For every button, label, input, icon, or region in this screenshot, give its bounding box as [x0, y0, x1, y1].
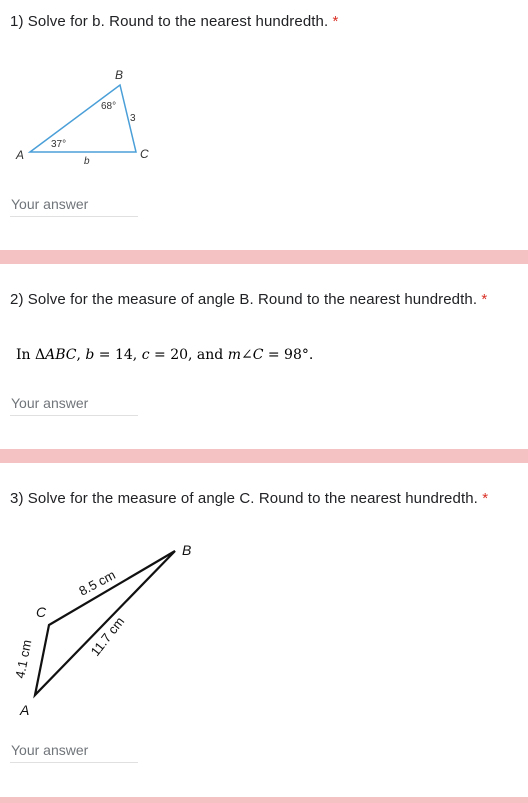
answer-input-3[interactable] — [10, 739, 138, 761]
statement-c-val: = 20, and — [149, 347, 228, 363]
question-title-text: 1) Solve for b. Round to the nearest hundredth. — [10, 13, 329, 30]
section-separator — [0, 250, 528, 264]
statement-m-var: m∠C — [227, 347, 264, 363]
vertex-label-b: B — [115, 68, 124, 82]
section-separator — [0, 449, 528, 463]
question-card-3 — [0, 463, 528, 797]
vertex-label-a: A — [16, 148, 25, 162]
side-label-cb: 8.5 cm — [76, 567, 118, 599]
question-title-2 — [10, 291, 487, 308]
triangle-figure-3 — [0, 533, 220, 723]
side-label-ac: b — [84, 156, 90, 167]
statement-triangle: ABC — [45, 347, 77, 363]
side-label-ac: 4.1 cm — [12, 638, 35, 680]
question-title-text: 2) Solve for the measure of angle B. Round to the nearest hundredth. — [10, 291, 478, 308]
statement-in: In Δ — [16, 347, 46, 363]
vertex-label-c: C — [36, 604, 47, 620]
statement-b-val: = 14, — [94, 347, 142, 363]
answer-field-3[interactable] — [10, 739, 138, 763]
vertex-label-b: B — [182, 542, 192, 558]
vertex-label-c: C — [140, 147, 149, 161]
section-separator — [0, 797, 528, 803]
required-asterisk: * — [482, 490, 489, 507]
question-title-3 — [10, 490, 488, 507]
question-card-1 — [0, 0, 528, 250]
answer-field-1[interactable] — [10, 193, 138, 217]
question-statement: In ΔABC, b = 14, c = 20, and m∠C = 98°. — [16, 347, 314, 363]
angle-label-b: 68° — [101, 101, 117, 112]
answer-input-2[interactable] — [10, 392, 138, 414]
vertex-label-a: A — [20, 702, 30, 718]
angle-label-a: 37° — [51, 139, 67, 150]
question-title-1 — [10, 13, 338, 30]
answer-input-1[interactable] — [10, 193, 138, 215]
statement-c-var: c — [141, 347, 150, 363]
statement-m-val: = 98°. — [263, 347, 314, 363]
answer-field-2[interactable] — [10, 392, 138, 416]
side-label-bc: 3 — [130, 113, 136, 124]
question-card-2 — [0, 264, 528, 449]
required-asterisk: * — [332, 13, 339, 30]
statement-b-var: b — [85, 347, 95, 363]
triangle-figure-1 — [0, 60, 170, 170]
side-label-ab: 11.7 cm — [87, 613, 128, 659]
question-title-text: 3) Solve for the measure of angle C. Round to the nearest hundredth. — [10, 490, 478, 507]
required-asterisk: * — [481, 291, 488, 308]
